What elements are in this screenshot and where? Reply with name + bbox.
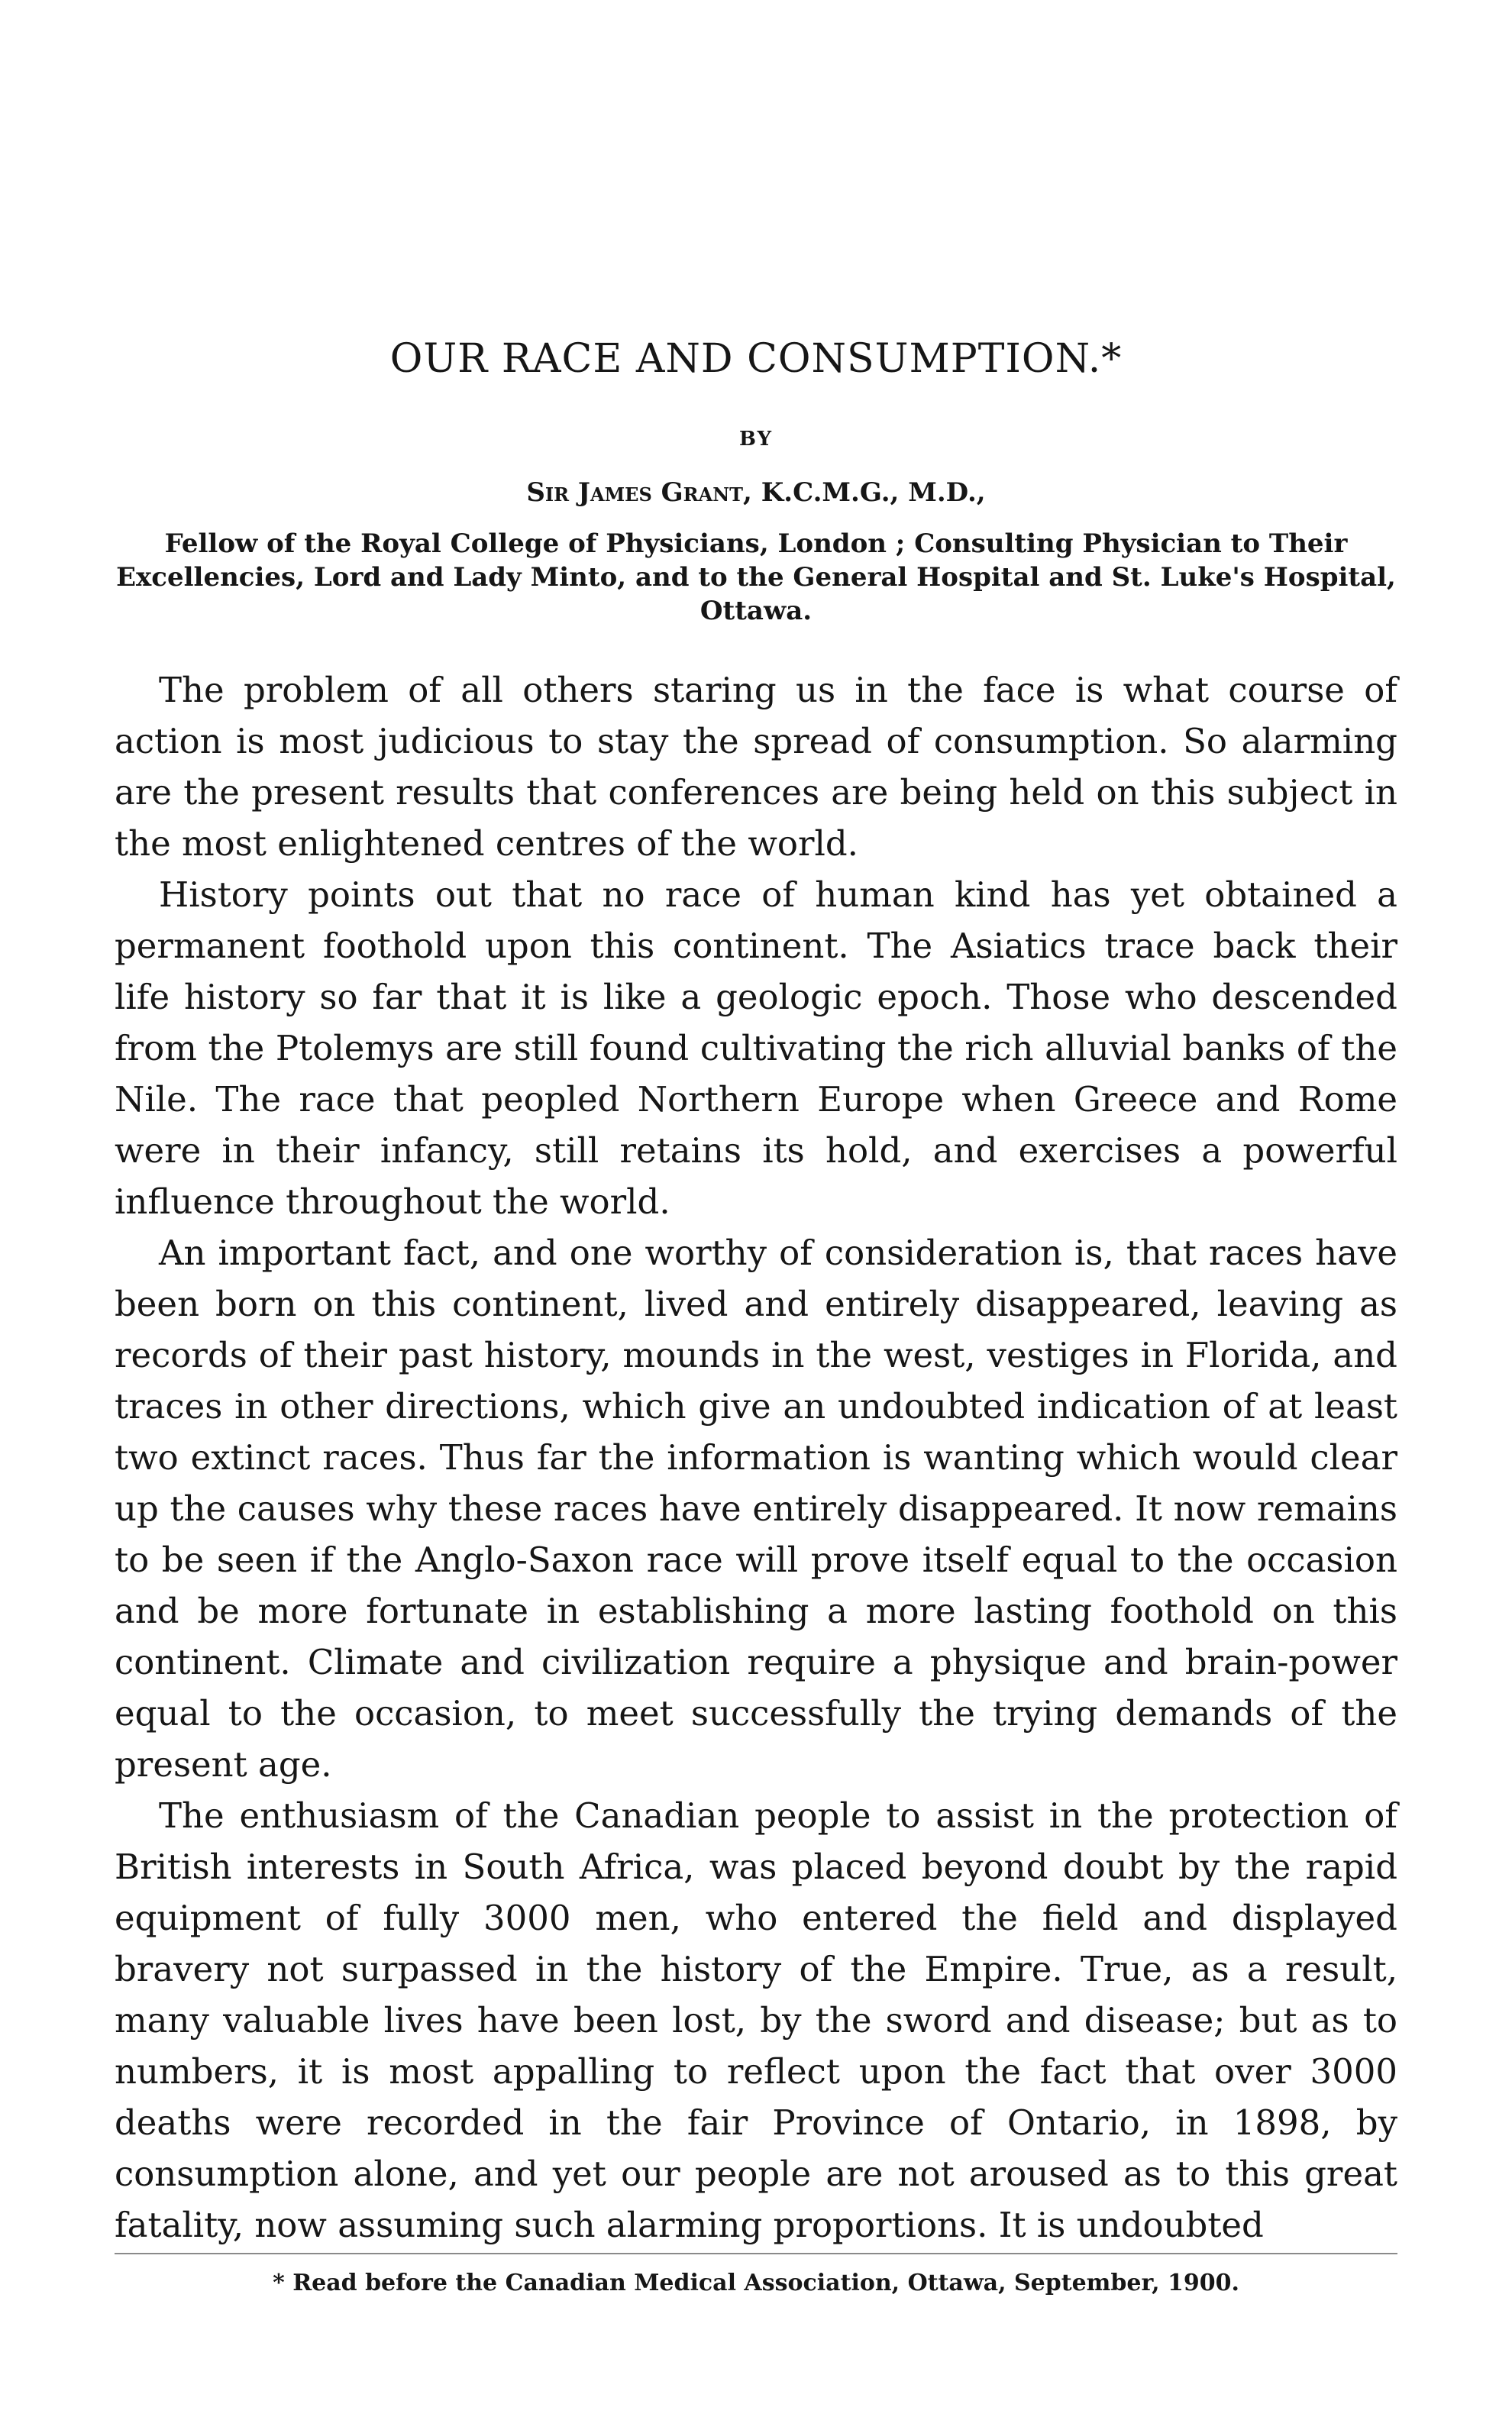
footnote-divider [115, 2253, 1397, 2254]
author-name: Sir James Grant, K.C.M.G., M.D., [526, 477, 986, 508]
paragraph: The enthusiasm of the Canadian people to assist in the protection of British interests in South Africa, was placed beyond doubt by the rapid equipment of fully 3000 men, who entered the field and displayed bravery not surpassed in the history of the Empire. True, as a result, many valuable lives have been lost, by the sword and disease; but as to numbers, it is most appalling to reflect upon the fact that over 3000 deaths were recorded in the fair Province of Ontario, in 1898, by consumption alone, and yet our people are not aroused as to this great fatality, now assuming such alarming proportions. It is undoubted [115, 1795, 1397, 2245]
byline-label: BY [738, 428, 774, 451]
footnote: * Read before the Canadian Medical Association, Ottawa, September, 1900. [273, 2270, 1239, 2296]
paragraph: An important fact, and one worthy of consideration is, that races have been born on this continent, lived and entirely disappeared, leaving as records of their past history, mounds in the west, vestiges in Florida, and traces in other directions, which give an undoubted indication of at least two extinct races. Thus far the information is wanting which would clear up the causes why these races have entirely disappeared. It now remains to be seen if the Anglo-Saxon race will prove itself equal to the occasion and be more fortunate in establishing a more lasting foothold on this continent. Climate and civilization require a physique and brain-power equal to the occasion, to meet successfully the trying demands of the present age. [115, 1233, 1397, 1785]
author-credentials: Fellow of the Royal College of Physicians, London ; Consulting Physician to Their Excellencies, Lord and Lady Minto, and to the General Hospital and St. Luke's Hospital, Ottawa. [116, 528, 1396, 626]
paragraph: History points out that no race of human kind has yet obtained a permanent foothold upon this continent. The Asiatics trace back their life history so far that it is like a geologic epoch. Those who descended from the Ptolemys are still found cultivating the rich alluvial banks of the Nile. The race that peopled Northern Europe when Greece and Rome were in their infancy, still retains its hold, and exercises a powerful influence throughout the world. [115, 874, 1397, 1222]
article-title: OUR RACE AND CONSUMPTION.* [389, 336, 1123, 382]
article-body [115, 664, 1397, 2251]
paragraph: The problem of all others staring us in the face is what course of action is most judicious to stay the spread of consumption. So alarming are the present results that conferences are being held on this subject in the most enlightened centres of the world. [115, 670, 1397, 864]
